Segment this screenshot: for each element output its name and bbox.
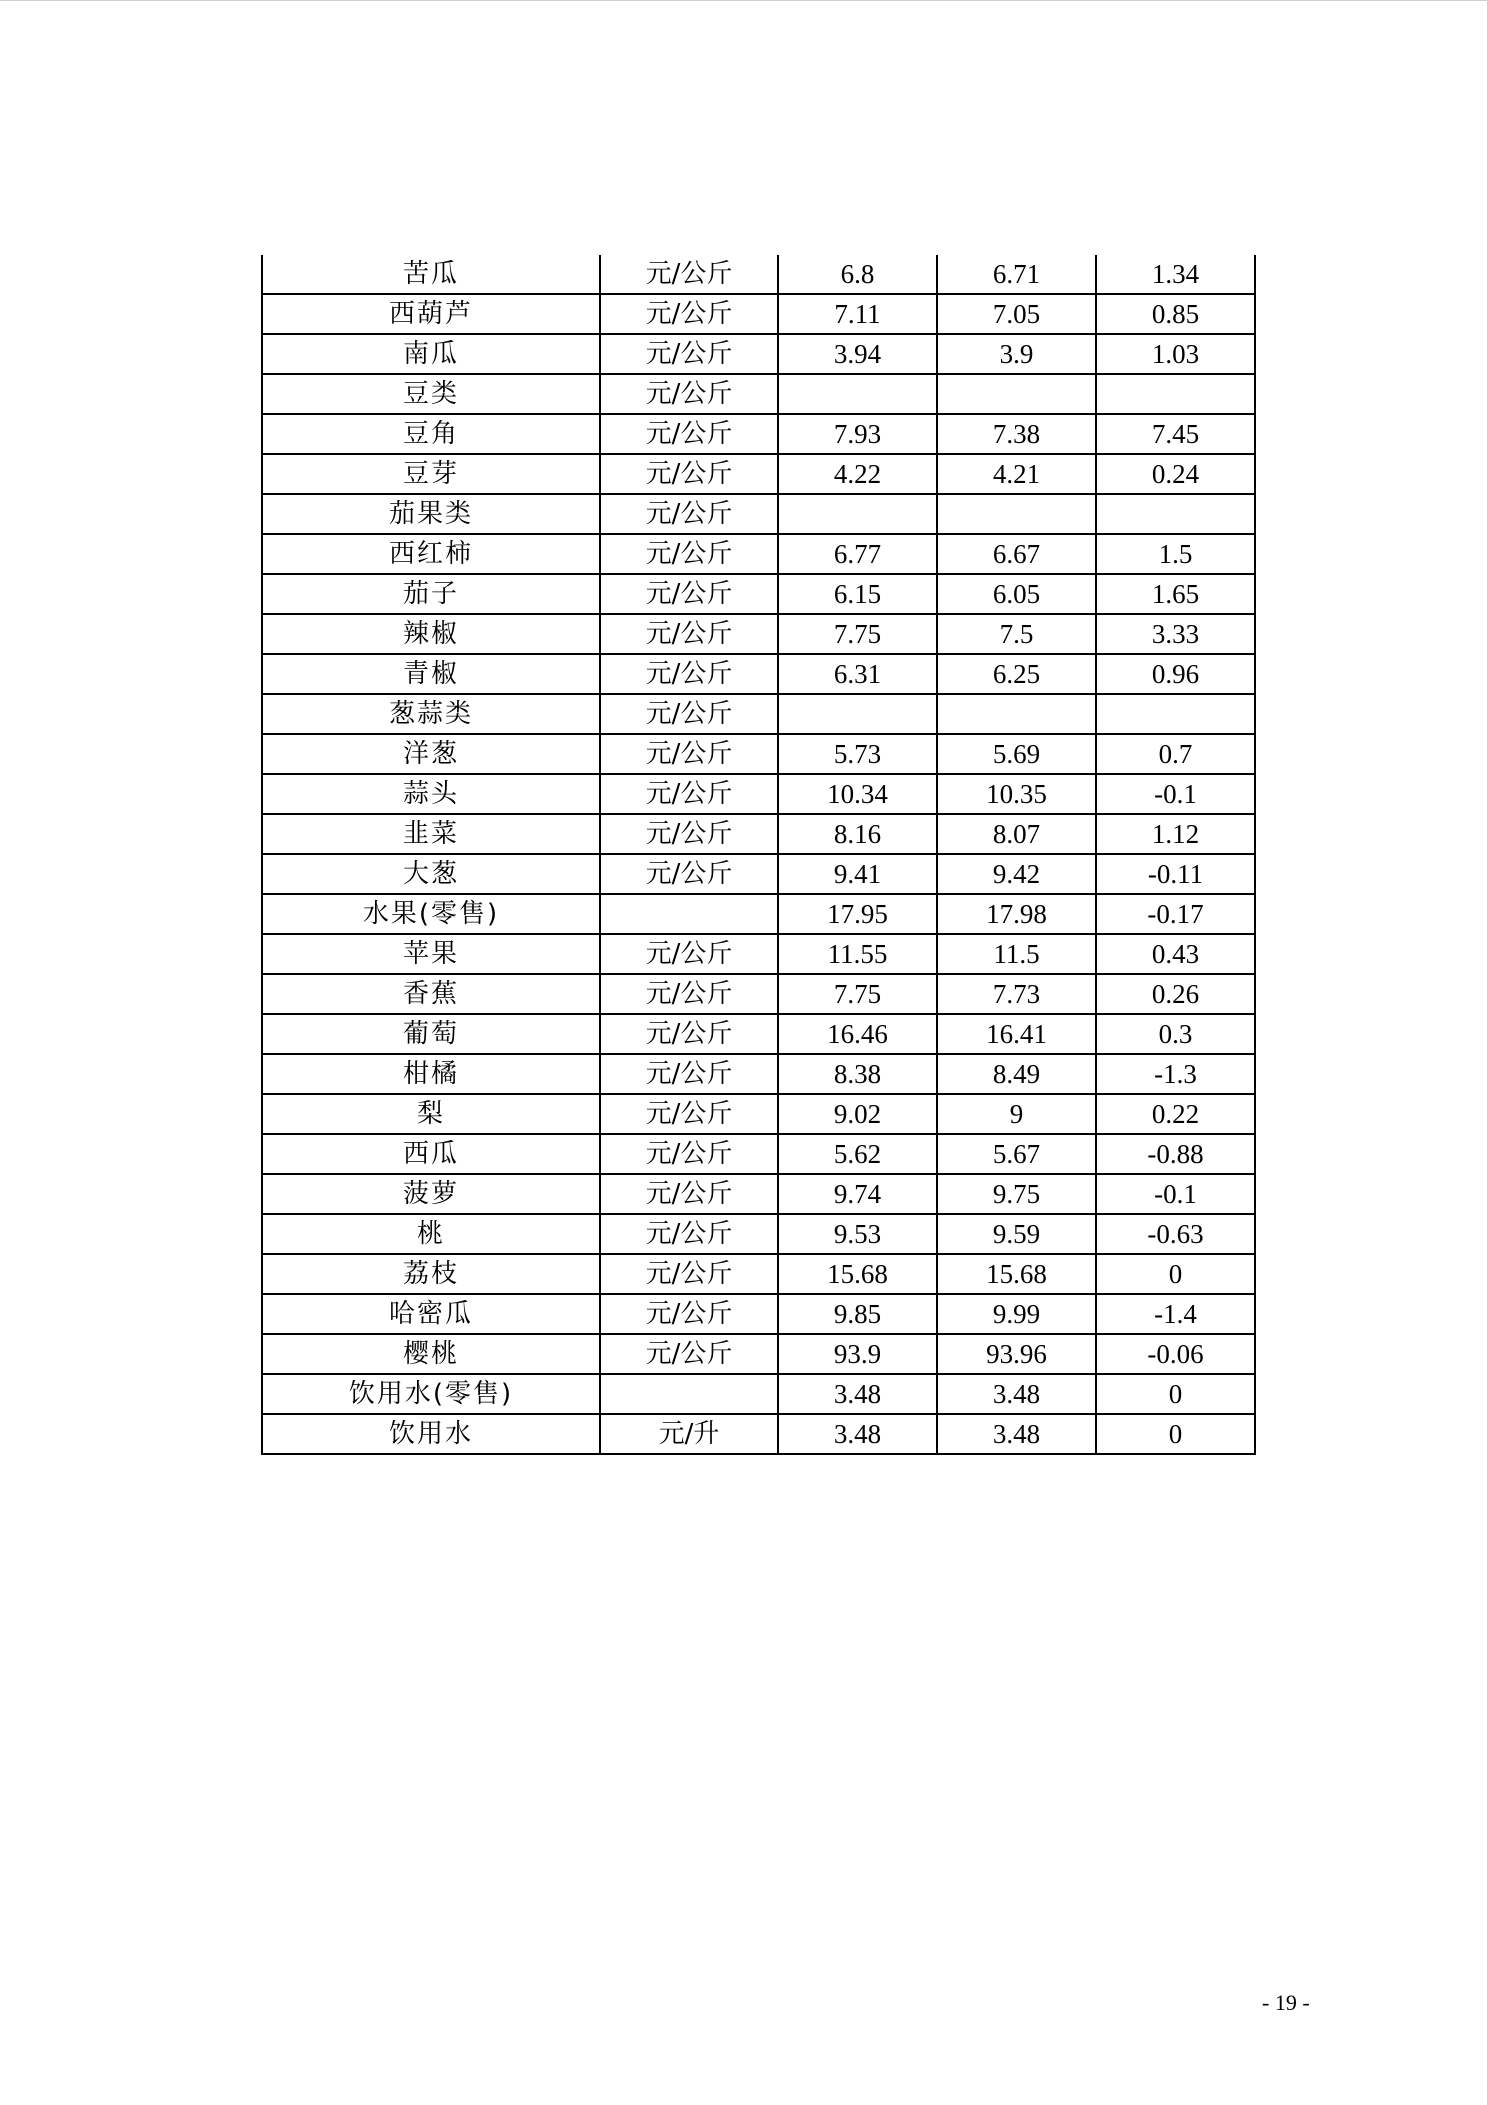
previous-price-cell: 9 — [937, 1094, 1096, 1134]
unit-cell: 元/公斤 — [600, 854, 778, 894]
previous-price-cell: 3.48 — [937, 1414, 1096, 1454]
unit-cell: 元/公斤 — [600, 774, 778, 814]
change-percent-cell: -0.63 — [1096, 1214, 1255, 1254]
current-price-cell: 5.73 — [778, 734, 937, 774]
table-row — [262, 1254, 1255, 1294]
item-name-cell: 饮用水(零售) — [262, 1374, 600, 1414]
change-percent-cell: 0.22 — [1096, 1094, 1255, 1134]
item-name-cell: 青椒 — [262, 654, 600, 694]
table-row — [262, 614, 1255, 654]
previous-price-cell: 11.5 — [937, 934, 1096, 974]
previous-price-cell: 7.05 — [937, 294, 1096, 334]
unit-cell: 元/公斤 — [600, 374, 778, 414]
table-row — [262, 534, 1255, 574]
table-row — [262, 334, 1255, 374]
table-row — [262, 694, 1255, 734]
table-row — [262, 374, 1255, 414]
current-price-cell: 7.75 — [778, 614, 937, 654]
previous-price-cell: 9.99 — [937, 1294, 1096, 1334]
unit-cell: 元/升 — [600, 1414, 778, 1454]
table-row — [262, 1014, 1255, 1054]
item-name-cell: 洋葱 — [262, 734, 600, 774]
previous-price-cell: 9.75 — [937, 1174, 1096, 1214]
change-percent-cell: 1.65 — [1096, 574, 1255, 614]
item-name-cell: 西红柿 — [262, 534, 600, 574]
change-percent-cell: -1.3 — [1096, 1054, 1255, 1094]
current-price-cell: 9.41 — [778, 854, 937, 894]
item-name-cell: 菠萝 — [262, 1174, 600, 1214]
unit-cell: 元/公斤 — [600, 934, 778, 974]
unit-cell — [600, 894, 778, 934]
table-row — [262, 1294, 1255, 1334]
change-percent-cell: 1.12 — [1096, 814, 1255, 854]
table-row — [262, 1214, 1255, 1254]
previous-price-cell — [937, 694, 1096, 734]
table-row — [262, 1334, 1255, 1374]
change-percent-cell: 0.24 — [1096, 454, 1255, 494]
unit-cell: 元/公斤 — [600, 1294, 778, 1334]
previous-price-cell: 9.59 — [937, 1214, 1096, 1254]
table-row — [262, 1134, 1255, 1174]
previous-price-cell: 8.07 — [937, 814, 1096, 854]
unit-cell: 元/公斤 — [600, 534, 778, 574]
item-name-cell: 饮用水 — [262, 1414, 600, 1454]
unit-cell: 元/公斤 — [600, 974, 778, 1014]
change-percent-cell: -0.88 — [1096, 1134, 1255, 1174]
price-table — [261, 255, 1256, 1455]
previous-price-cell: 4.21 — [937, 454, 1096, 494]
previous-price-cell: 93.96 — [937, 1334, 1096, 1374]
change-percent-cell: 0.26 — [1096, 974, 1255, 1014]
current-price-cell: 4.22 — [778, 454, 937, 494]
item-name-cell: 辣椒 — [262, 614, 600, 654]
previous-price-cell: 5.67 — [937, 1134, 1096, 1174]
change-percent-cell: -1.4 — [1096, 1294, 1255, 1334]
previous-price-cell: 15.68 — [937, 1254, 1096, 1294]
table-row — [262, 574, 1255, 614]
unit-cell: 元/公斤 — [600, 814, 778, 854]
change-percent-cell: 3.33 — [1096, 614, 1255, 654]
current-price-cell: 6.77 — [778, 534, 937, 574]
unit-cell: 元/公斤 — [600, 694, 778, 734]
unit-cell: 元/公斤 — [600, 654, 778, 694]
change-percent-cell — [1096, 374, 1255, 414]
current-price-cell: 3.48 — [778, 1414, 937, 1454]
previous-price-cell: 3.9 — [937, 334, 1096, 374]
unit-cell: 元/公斤 — [600, 1334, 778, 1374]
table-row — [262, 1374, 1255, 1414]
previous-price-cell: 10.35 — [937, 774, 1096, 814]
item-name-cell: 梨 — [262, 1094, 600, 1134]
change-percent-cell: 1.03 — [1096, 334, 1255, 374]
change-percent-cell: -0.1 — [1096, 1174, 1255, 1214]
item-name-cell: 哈密瓜 — [262, 1294, 600, 1334]
change-percent-cell: -0.17 — [1096, 894, 1255, 934]
item-name-cell: 南瓜 — [262, 334, 600, 374]
current-price-cell: 8.38 — [778, 1054, 937, 1094]
unit-cell: 元/公斤 — [600, 1174, 778, 1214]
change-percent-cell: -0.1 — [1096, 774, 1255, 814]
previous-price-cell: 17.98 — [937, 894, 1096, 934]
change-percent-cell: 0 — [1096, 1414, 1255, 1454]
unit-cell: 元/公斤 — [600, 454, 778, 494]
table-row — [262, 294, 1255, 334]
previous-price-cell: 6.05 — [937, 574, 1096, 614]
item-name-cell: 豆角 — [262, 414, 600, 454]
change-percent-cell: -0.06 — [1096, 1334, 1255, 1374]
table-row — [262, 1414, 1255, 1454]
item-name-cell: 苹果 — [262, 934, 600, 974]
previous-price-cell: 7.73 — [937, 974, 1096, 1014]
unit-cell: 元/公斤 — [600, 1094, 778, 1134]
page-number: - 19 - — [1262, 1990, 1310, 2015]
unit-cell: 元/公斤 — [600, 1254, 778, 1294]
previous-price-cell: 6.25 — [937, 654, 1096, 694]
current-price-cell — [778, 694, 937, 734]
table-row — [262, 654, 1255, 694]
table-row — [262, 734, 1255, 774]
previous-price-cell: 8.49 — [937, 1054, 1096, 1094]
item-name-cell: 葱蒜类 — [262, 694, 600, 734]
item-name-cell: 豆类 — [262, 374, 600, 414]
item-name-cell: 葡萄 — [262, 1014, 600, 1054]
previous-price-cell: 16.41 — [937, 1014, 1096, 1054]
current-price-cell: 6.8 — [778, 255, 937, 294]
item-name-cell: 苦瓜 — [262, 255, 600, 294]
current-price-cell: 9.85 — [778, 1294, 937, 1334]
change-percent-cell: 1.5 — [1096, 534, 1255, 574]
current-price-cell: 11.55 — [778, 934, 937, 974]
previous-price-cell — [937, 494, 1096, 534]
item-name-cell: 茄子 — [262, 574, 600, 614]
current-price-cell: 9.02 — [778, 1094, 937, 1134]
table-row — [262, 814, 1255, 854]
table-row — [262, 894, 1255, 934]
current-price-cell: 17.95 — [778, 894, 937, 934]
change-percent-cell: 1.34 — [1096, 255, 1255, 294]
current-price-cell: 15.68 — [778, 1254, 937, 1294]
current-price-cell: 93.9 — [778, 1334, 937, 1374]
change-percent-cell — [1096, 694, 1255, 734]
current-price-cell: 7.93 — [778, 414, 937, 454]
item-name-cell: 大葱 — [262, 854, 600, 894]
change-percent-cell: 0.3 — [1096, 1014, 1255, 1054]
table-row — [262, 774, 1255, 814]
unit-cell: 元/公斤 — [600, 414, 778, 454]
item-name-cell: 水果(零售) — [262, 894, 600, 934]
previous-price-cell: 6.67 — [937, 534, 1096, 574]
unit-cell: 元/公斤 — [600, 255, 778, 294]
table-row — [262, 974, 1255, 1014]
current-price-cell — [778, 374, 937, 414]
unit-cell: 元/公斤 — [600, 734, 778, 774]
previous-price-cell: 5.69 — [937, 734, 1096, 774]
current-price-cell: 9.74 — [778, 1174, 937, 1214]
unit-cell: 元/公斤 — [600, 494, 778, 534]
item-name-cell: 西葫芦 — [262, 294, 600, 334]
item-name-cell: 蒜头 — [262, 774, 600, 814]
current-price-cell: 7.75 — [778, 974, 937, 1014]
unit-cell: 元/公斤 — [600, 574, 778, 614]
previous-price-cell: 7.5 — [937, 614, 1096, 654]
previous-price-cell: 9.42 — [937, 854, 1096, 894]
item-name-cell: 豆芽 — [262, 454, 600, 494]
previous-price-cell: 6.71 — [937, 255, 1096, 294]
change-percent-cell: 0 — [1096, 1374, 1255, 1414]
unit-cell: 元/公斤 — [600, 1054, 778, 1094]
table-row — [262, 854, 1255, 894]
current-price-cell: 16.46 — [778, 1014, 937, 1054]
previous-price-cell — [937, 374, 1096, 414]
table-row — [262, 414, 1255, 454]
table-row — [262, 934, 1255, 974]
item-name-cell: 茄果类 — [262, 494, 600, 534]
current-price-cell: 9.53 — [778, 1214, 937, 1254]
unit-cell: 元/公斤 — [600, 614, 778, 654]
table-row — [262, 454, 1255, 494]
current-price-cell: 3.94 — [778, 334, 937, 374]
table-row — [262, 1174, 1255, 1214]
change-percent-cell: 0.43 — [1096, 934, 1255, 974]
unit-cell: 元/公斤 — [600, 1014, 778, 1054]
unit-cell: 元/公斤 — [600, 1134, 778, 1174]
page-edge-top — [0, 0, 1488, 1]
current-price-cell: 3.48 — [778, 1374, 937, 1414]
unit-cell: 元/公斤 — [600, 294, 778, 334]
item-name-cell: 荔枝 — [262, 1254, 600, 1294]
table-row — [262, 1054, 1255, 1094]
change-percent-cell: 0.7 — [1096, 734, 1255, 774]
change-percent-cell: 0.96 — [1096, 654, 1255, 694]
table-row — [262, 255, 1255, 294]
previous-price-cell: 7.38 — [937, 414, 1096, 454]
item-name-cell: 柑橘 — [262, 1054, 600, 1094]
current-price-cell: 6.31 — [778, 654, 937, 694]
table-row — [262, 1094, 1255, 1134]
previous-price-cell: 3.48 — [937, 1374, 1096, 1414]
current-price-cell: 5.62 — [778, 1134, 937, 1174]
item-name-cell: 桃 — [262, 1214, 600, 1254]
current-price-cell: 7.11 — [778, 294, 937, 334]
current-price-cell — [778, 494, 937, 534]
change-percent-cell: 0 — [1096, 1254, 1255, 1294]
current-price-cell: 8.16 — [778, 814, 937, 854]
change-percent-cell: 0.85 — [1096, 294, 1255, 334]
current-price-cell: 10.34 — [778, 774, 937, 814]
change-percent-cell: 7.45 — [1096, 414, 1255, 454]
current-price-cell: 6.15 — [778, 574, 937, 614]
unit-cell: 元/公斤 — [600, 1214, 778, 1254]
change-percent-cell: -0.11 — [1096, 854, 1255, 894]
change-percent-cell — [1096, 494, 1255, 534]
item-name-cell: 樱桃 — [262, 1334, 600, 1374]
item-name-cell: 西瓜 — [262, 1134, 600, 1174]
item-name-cell: 韭菜 — [262, 814, 600, 854]
price-table-body — [262, 255, 1255, 1454]
table-row — [262, 494, 1255, 534]
item-name-cell: 香蕉 — [262, 974, 600, 1014]
unit-cell: 元/公斤 — [600, 334, 778, 374]
unit-cell — [600, 1374, 778, 1414]
